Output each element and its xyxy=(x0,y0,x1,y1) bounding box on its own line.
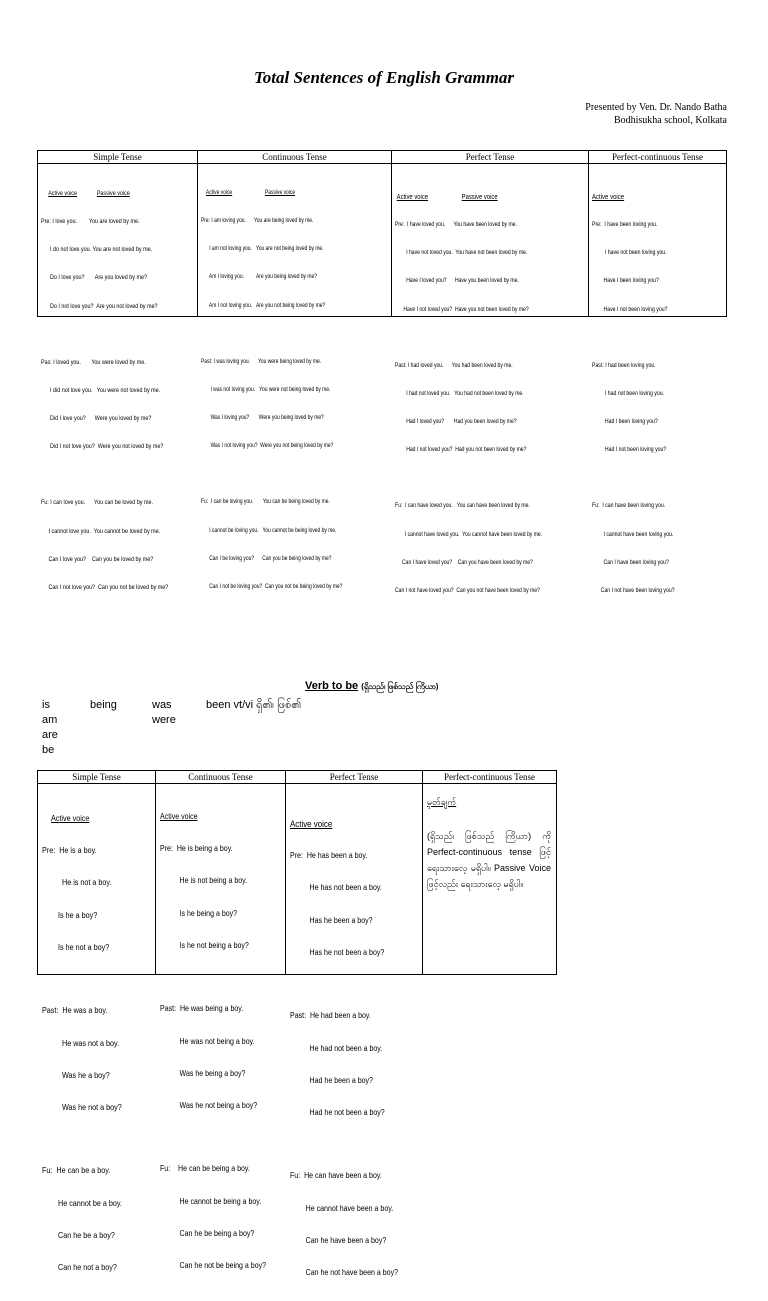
line: I had not been loving you. xyxy=(592,390,665,397)
line: Is he a boy? xyxy=(42,910,98,920)
cell-continuous-tense xyxy=(198,164,392,591)
passive-voice-label: Passive voice xyxy=(264,189,296,196)
continuous-tense-content xyxy=(160,790,266,1294)
line: Was I loving you? Were you being loved by me? xyxy=(201,415,324,422)
note-title: မှတ်ချက် xyxy=(427,797,457,807)
line: Can I have been loving you? xyxy=(592,559,669,566)
line: Fu: I can have been loving you. xyxy=(592,503,666,510)
active-voice-label: Active voice xyxy=(592,193,625,201)
line: Can he be being a boy? xyxy=(160,1229,255,1239)
line: Pas: I loved you. You were loved by me. xyxy=(41,359,146,366)
line: Do I not love you? Are you not loved by me? xyxy=(41,303,158,310)
line: Past: He had been a boy. xyxy=(290,1011,371,1021)
line: Can I be loving you? Can you be being loved by me? xyxy=(201,555,332,562)
table-header-row xyxy=(38,771,557,784)
passive-voice-label: Passive voice xyxy=(461,193,498,201)
line: Can he have been a boy? xyxy=(290,1236,387,1246)
cell-perfect-tense xyxy=(286,784,423,1278)
line: Have I not loved you? Have you not been loved by me? xyxy=(395,306,529,313)
line: Have I not been loving you? xyxy=(592,306,668,313)
line: Has he not been a boy? xyxy=(290,948,385,958)
line: Was he not being a boy? xyxy=(160,1101,258,1111)
line: I cannot be loving you. You cannot be being loved by me. xyxy=(201,527,337,534)
continuous-tense-content xyxy=(201,170,342,611)
cell-simple-tense xyxy=(38,784,156,1273)
verb-to-be-heading: Verb to be xyxy=(305,680,359,692)
line: Can I not love you? Can you not be loved by me? xyxy=(41,585,169,592)
active-voice-label: Active voice xyxy=(160,811,198,821)
simple-tense-content xyxy=(42,792,122,1296)
line: Fu: He can be being a boy. xyxy=(160,1164,250,1174)
line: Is he being a boy? xyxy=(160,908,238,918)
verb-form: am xyxy=(42,714,58,726)
active-voice-label: Active voice xyxy=(205,189,233,196)
header-perfect-tense: Perfect Tense xyxy=(286,771,423,784)
verb-form: been vt/vi ရှိ၏၊ ဖြစ်၏ xyxy=(206,699,302,711)
line: Past: I had been loving you. xyxy=(592,362,656,369)
perfect-continuous-content xyxy=(592,174,675,615)
line: I have not been loving you. xyxy=(592,250,667,257)
line: Can he not be being a boy? xyxy=(160,1261,267,1271)
header-continuous-tense: Continuous Tense xyxy=(156,771,286,784)
line: Had I been loving you? xyxy=(592,419,658,426)
header-simple-tense: Simple Tense xyxy=(38,771,156,784)
presenter-info xyxy=(585,101,727,127)
simple-tense-content xyxy=(41,171,168,612)
line: I did not love you. You were not loved by me. xyxy=(41,387,161,394)
header-perfect-continuous-tense: Perfect-continuous Tense xyxy=(589,151,727,164)
line: Past: He was being a boy. xyxy=(160,1004,244,1014)
cell-continuous-tense xyxy=(156,784,286,1271)
line: I cannot have loved you. You cannot have been loved by me. xyxy=(395,531,543,538)
line: Pre: I love you. You are loved by me. xyxy=(41,219,140,226)
line: Pre: I have loved you. You have been loved by me. xyxy=(395,222,517,229)
line: Can he be a boy? xyxy=(42,1231,115,1241)
line: Was he being a boy? xyxy=(160,1068,246,1078)
line: Am I not loving you. Are you not being loved by me? xyxy=(201,302,326,309)
line: Can he not have been a boy? xyxy=(290,1268,399,1278)
line: I had not loved you. You had not been loved by me. xyxy=(395,390,524,397)
line: Has he been a boy? xyxy=(290,915,373,925)
line: Past: He was a boy. xyxy=(42,1006,108,1016)
line: I cannot have been loving you. xyxy=(592,531,674,538)
line: Fu: He can be a boy. xyxy=(42,1166,111,1176)
table-header-row xyxy=(38,151,727,164)
line: Have I been loving you? xyxy=(592,278,659,285)
line: Past: I had loved you. You had been loved by me. xyxy=(395,362,513,369)
line: Had he not been a boy? xyxy=(290,1108,385,1118)
verb-form: being xyxy=(90,699,117,711)
line: He cannot have been a boy. xyxy=(290,1203,394,1213)
active-voice-label: Active voice xyxy=(48,190,78,197)
cell-perfect-tense xyxy=(392,164,589,595)
line: I have not loved you. You have not been loved by me. xyxy=(395,250,528,257)
verb-form: were xyxy=(152,714,176,726)
line: He has not been a boy. xyxy=(290,883,382,893)
line: Fu: I can have loved you. You can have been loved by me. xyxy=(395,503,530,510)
line: Can he not a boy? xyxy=(42,1263,117,1273)
perfect-tense-content xyxy=(290,797,398,1301)
header-perfect-tense: Perfect Tense xyxy=(392,151,589,164)
note-body: (ရှိသည်၊ ဖြစ်သည် ကြိယာ) ကို Perfect-continuous tense ဖြင့် ရေးသားလေ့ မရှိပါ။ Passive Voice ဖြင့်လည်း ရေးသားလေ့ မရှိပါ။ xyxy=(427,831,551,889)
verb-to-be-burmese: (ရှိသည်၊ ဖြစ်သည် ကြိယာ) xyxy=(361,682,439,691)
line: He is not a boy. xyxy=(42,878,112,888)
line: Can I not be loving you? Can you not be being loved by me? xyxy=(201,584,343,591)
line: Past: I was loving you. You were being loved by me. xyxy=(201,358,322,365)
verb-to-be-title xyxy=(305,680,438,693)
line: Pre: I have been loving you. xyxy=(592,222,658,229)
line: Was he a boy? xyxy=(42,1070,110,1080)
line: Was he not a boy? xyxy=(42,1103,122,1113)
table-body-row xyxy=(38,164,727,317)
header-simple-tense: Simple Tense xyxy=(38,151,198,164)
line: Had I not been loving you? xyxy=(592,447,667,454)
line: I cannot love you. You cannot be loved by me. xyxy=(41,528,161,535)
line: Is he not being a boy? xyxy=(160,941,249,951)
perfect-tense-content xyxy=(395,174,542,615)
burmese-note xyxy=(427,794,551,892)
line: He cannot be being a boy. xyxy=(160,1196,262,1206)
cell-simple-tense xyxy=(38,164,198,592)
line: He was not being a boy. xyxy=(160,1036,255,1046)
line: Is he not a boy? xyxy=(42,943,110,953)
line: Was I not loving you? Were you not being loved by me? xyxy=(201,443,334,450)
line: Fu: I can love you. You can be loved by me. xyxy=(41,500,153,507)
header-continuous-tense: Continuous Tense xyxy=(198,151,392,164)
line: He had not been a boy. xyxy=(290,1043,383,1053)
line: Do I love you? Are you loved by me? xyxy=(41,275,147,282)
line: Had he been a boy? xyxy=(290,1075,373,1085)
tense-table-love xyxy=(37,150,727,595)
line: Can I not have loved you? Can you not have been loved by me? xyxy=(395,588,540,595)
presenter-school: Bodhisukha school, Kolkata xyxy=(613,115,727,126)
verb-form: was xyxy=(152,699,172,711)
line: Pre: He is a boy. xyxy=(42,845,97,855)
line: Pre: I am loving you. You are being loved by me. xyxy=(201,218,314,225)
line: He was not a boy. xyxy=(42,1038,120,1048)
active-voice-label: Active voice xyxy=(51,813,90,823)
line: I was not loving you. You were not being loved by me. xyxy=(201,386,331,393)
table-body-row xyxy=(38,784,557,975)
line: He is not being a boy. xyxy=(160,876,248,886)
active-voice-label: Active voice xyxy=(396,193,429,201)
line: Can I not have been loving you? xyxy=(592,588,675,595)
line: Pre: He is being a boy. xyxy=(160,843,233,853)
header-perfect-continuous-tense: Perfect-continuous Tense xyxy=(423,771,557,784)
line: Had I loved you? Had you been loved by me? xyxy=(395,419,517,426)
line: Had I not loved you? Had you not been loved by me? xyxy=(395,447,527,454)
line: Pre: He has been a boy. xyxy=(290,850,368,860)
line: He cannot be a boy. xyxy=(42,1198,122,1208)
document-title: Total Sentences of English Grammar xyxy=(253,68,515,87)
cell-perfect-continuous-tense xyxy=(589,164,727,595)
line: I do not love you. You are not loved by me. xyxy=(41,247,153,254)
line: I am not loving you. You are not being loved by me. xyxy=(201,246,324,253)
verb-form: be xyxy=(42,744,55,756)
line: Can I love you? Can you be loved by me? xyxy=(41,556,154,563)
passive-voice-label: Passive voice xyxy=(96,190,130,197)
line: Fu: He can have been a boy. xyxy=(290,1171,382,1181)
line: Did I not love you? Were you not loved by me? xyxy=(41,444,164,451)
verb-form: are xyxy=(42,729,58,741)
active-voice-label: Active voice xyxy=(290,818,333,829)
line: Have I loved you? Have you been loved by me. xyxy=(395,278,519,285)
cell-perfect-continuous-note xyxy=(423,784,557,975)
tense-table-be xyxy=(37,770,557,1278)
presenter-name: Presented by Ven. Dr. Nando Batha xyxy=(585,102,727,113)
line: Fu: I can be loving you. You can be being loved by me. xyxy=(201,499,330,506)
line: Am I loving you. Are you being loved by me? xyxy=(201,274,317,281)
verb-form: is xyxy=(42,699,50,711)
line: Did I love you? Were you loved by me? xyxy=(41,416,152,423)
line: Can I have loved you? Can you have been loved by me? xyxy=(395,559,533,566)
